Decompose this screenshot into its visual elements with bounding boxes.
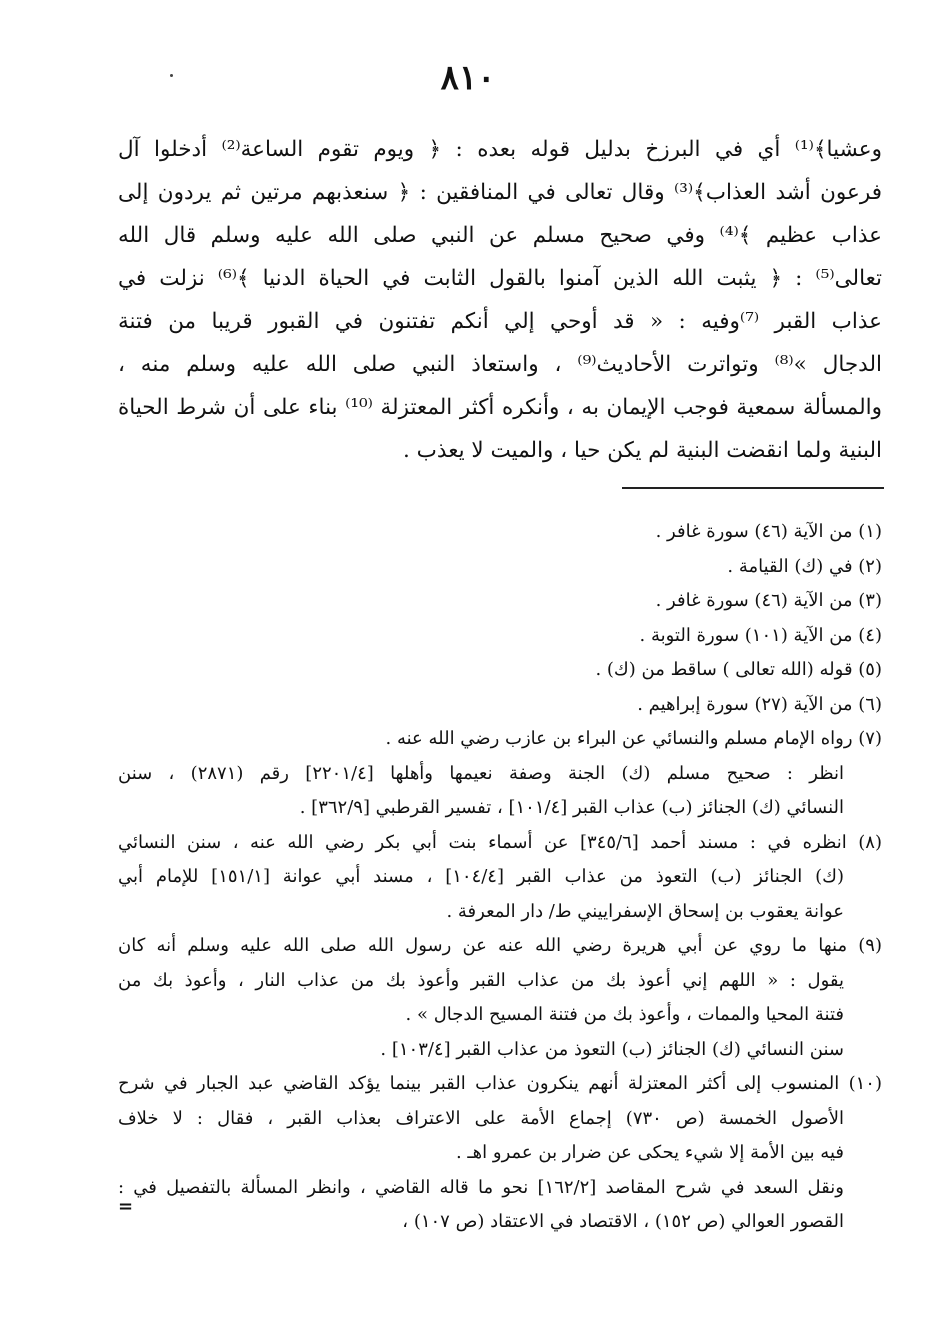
body-line: تعالى⁽⁵⁾ : ﴿ يثبت الله الذين آمنوا بالقول الثابت في الحياة الدنيا ﴾⁽⁶⁾ نزلت في [118, 266, 882, 291]
footnote-line: (٥) قوله (الله تعالى ) ساقط من (ك) . [595, 659, 882, 680]
footnote-line: عوانة يعقوب بن إسحاق الإسفراييني ط/ دار المعرفة . [446, 900, 844, 922]
body-line: والمسألة سمعية فوجب الإيمان به ، وأنكره أكثر المعتزلة ⁽¹⁰⁾ بناء على أن شرط الحياة [118, 395, 882, 420]
footnote-line: (٤) من الآية (١٠١) سورة التوبة . [639, 624, 882, 646]
main-body-text [118, 128, 882, 472]
body-line: عذاب القبر ⁽⁷⁾وفيه : « قد أوحي إلي أنكم تفتنون في القبور قريبا من فتنة [118, 309, 882, 334]
footnote-line: الأصول الخمسة (ص ٧٣٠) إجماع الأمة على الاعتراف بعذاب القبر ، فقال : لا خلاف [118, 1107, 844, 1129]
footnote-line: (٣) من الآية (٤٦) سورة غافر . [655, 590, 882, 611]
footnote-line: (ك) الجنائز (ب) التعوذ من عذاب القبر [١٠٤/٤] ، مسند أبي عوانة [١٥١/١] للإمام أبي [118, 866, 844, 887]
footnote-line: سنن النسائي (ك) الجنائز (ب) التعوذ من عذاب القبر [١٠٣/٤] . [380, 1038, 844, 1060]
footnote-line: (١) من الآية (٤٦) سورة غافر . [655, 521, 882, 542]
footnote-line: القصور العوالي (ص ١٥٢) ، الاقتصاد في الاعتقاد (ص ١٠٧) ، [402, 1211, 844, 1232]
footnote-line: يقول : « اللهم إني أعوذ بك من عذاب القبر وأعوذ بك من عذاب النار ، وأعوذ بك من [118, 969, 844, 991]
footnote-separator [622, 487, 884, 489]
body-line: فرعون أشد العذاب﴾⁽³⁾ وقال تعالى في المنافقين : ﴿ سنعذبهم مرتين ثم يردون إلى [118, 180, 882, 205]
footnote-line: (٩) منها ما روي عن أبي هريرة رضي الله عنه عن رسول الله صلى الله عليه وسلم أنه كان [118, 935, 882, 956]
footnote-line: فتنة المحيا والممات ، وأعوذ بك من فتنة المسيح الدجال » . [405, 1004, 844, 1025]
footnotes [118, 515, 882, 1240]
footnote-line: (٨) انظره في : مسند أحمد [٣٤٥/٦] عن أسماء بنت أبي بكر رضي الله عنه ، سنن النسائي [118, 831, 882, 853]
footnote-line: (٢) في (ك) القيامة . [727, 555, 882, 577]
body-line: الدجال »⁽⁸⁾ وتواترت الأحاديث⁽⁹⁾ ، واستعاذ النبي صلى الله عليه وسلم منه ، [118, 352, 882, 377]
footnote-line: (٦) من الآية (٢٧) سورة إبراهيم . [637, 693, 882, 715]
body-line: عذاب عظيم ﴾⁽⁴⁾ وفي صحيح مسلم عن النبي صلى الله عليه وسلم قال الله [118, 223, 882, 248]
footnote-line: ونقل السعد في شرح المقاصد [١٦٢/٢] نحو ما قاله القاضي ، وانظر المسألة بالتفصيل في : [118, 1176, 844, 1198]
footnote-line: فيه بين الأمة إلا شيء يحكى عن ضرار بن عمرو اهـ . [455, 1142, 844, 1163]
footnote-line: (١٠) المنسوب إلى أكثر المعتزلة أنهم ينكرون عذاب القبر بينما يؤكد القاضي عبد الجبار في شرح [118, 1073, 882, 1094]
page-number: ٨١٠ [440, 58, 496, 98]
footnote-line: (٧) رواه الإمام مسلم والنسائي عن البراء بن عازب رضي الله عنه . [385, 728, 882, 749]
continuation-mark: = [118, 1196, 134, 1217]
footnote-line: انظر : صحيح مسلم (ك) الجنة وصفة نعيمها وأهلها [٢٢٠١/٤] رقم (٢٨٧١) ، سنن [118, 762, 845, 784]
body-line: وعشيا﴾⁽¹⁾ أي في البرزخ بدليل قوله بعده : ﴿ ويوم تقوم الساعة⁽²⁾ أدخلوا آل [118, 137, 882, 162]
body-line: البنية ولما انقضت البنية لم يكن حيا ، والميت لا يعذب . [403, 438, 882, 463]
footnote-line: النسائي (ك) الجنائز (ب) عذاب القبر [١٠١/٤] ، تفسير القرطبي [٣٦٢/٩] . [299, 797, 844, 818]
